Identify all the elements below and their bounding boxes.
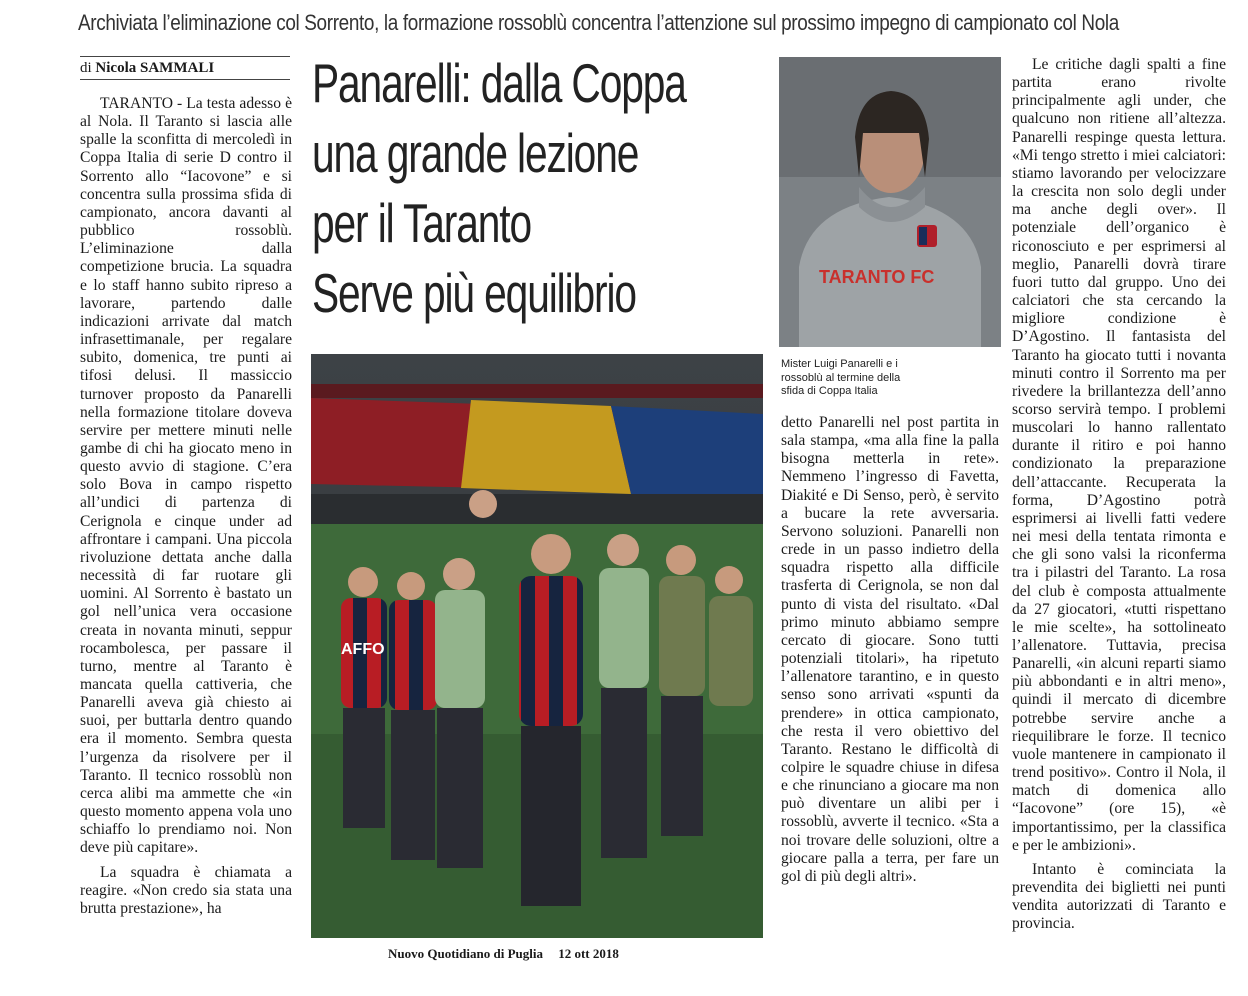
source-date: 12 ott 2018 bbox=[558, 946, 619, 961]
headline-line: per il Taranto bbox=[312, 192, 532, 254]
source-footer bbox=[388, 946, 748, 962]
article-column-2 bbox=[781, 414, 999, 944]
coach-photo bbox=[779, 57, 1001, 347]
column-paragraph: Intanto è cominciata la prevendita dei biglietti nei punti vendita autorizzati di Taranto e provincia. bbox=[1012, 860, 1226, 933]
column-paragraph: TARANTO - La testa adesso è al Nola. Il Taranto si lascia alle spalle la sconfitta di mercoledì in Coppa Italia di serie D contro il Sorrento allo “Iacovone” e si concentra sulla prossima sfida di campionato, ancora davanti al pubblico rossoblù. L’eliminazione dalla competizione brucia. La squadra e lo staff hanno subito ripreso a lavorare, partendo dalle indicazioni arrivate dal match infrasettimanale, per regalare subito, domenica, tre punti ai tifosi delusi. Il massiccio turnover proposto da Panarelli nella formazione titolare doveva servire per mettere minuti nelle gambe di chi ha giocato meno in questo avvio di stagione. C’era solo Bova in campo rispetto all’undici di partenza di Cerignola e cinque under ad affrontare i campani. Una piccola rivoluzione dettata anche dalla necessità di far ruotare gli uomini. Al Sorrento è bastato un gol nell’unica vera occasione creata in novanta minuti, seppur rocambolesca, per passare il turno, mentre al Taranto è mancata quella cattiveria, che Panarelli aveva già chiesto ai suoi, per buttarla dentro quando era il momento. Sembra questa l’urgenza da risolvere per il Taranto. Il tecnico rossoblù non cerca alibi ma ammette che «in questo momento appena vola uno schiaffo lo prendiamo noi. Non deve più capitare». bbox=[80, 95, 292, 857]
headline-line: Panarelli: dalla Coppa bbox=[312, 52, 686, 114]
team-photo bbox=[311, 354, 763, 938]
column-paragraph: Le critiche dagli spalti a fine partita erano rivolte principalmente agli under, che qualcuno non ritiene all’altezza. Panarelli respinge questa lettura. «Mi tengo stretto i miei calciatori: stiamo lavorando per velocizzare la crescita non solo degli under ma anche degli over». Il potenziale dell’organico è riconosciuto e per esprimersi al meglio, Panarelli dovrà tirare fuori tutto dal gruppo. Uno dei calciatori che sta cercando la migliore condizione è D’Agostino. Il fantasista del Taranto ha giocato tutti i novanta minuti contro il Sorrento ma per rivedere la brillantezza dell’anno scorso servirà tempo. I problemi muscolari lo hanno rallentato durante il ritiro e poi hanno condizionato la preparazione dell’attaccante. Recuperata la forma, D’Agostino potrà esprimersi ai livelli fatti vedere nei mesi della tentata rimonta e che gli sono valsi la riconferma tra i pilastri del Taranto. La rosa del club è composta attualmente da 27 giocatori, «tutti rispettano le mie scelte», ha sottolineato l’allenatore. Tuttavia, precisa Panarelli, «in alcuni reparti siamo più abbondanti e in altri meno», quindi il mercato di dicembre potrebbe servire anche a riequilibrare le forze. Il tecnico vuole mantenere in campionato il trend positivo». Contro il Nola, il match di domenica allo “Iacovone” (ore 15), «è importantissimo, per la classifica e per le ambizioni». bbox=[1012, 56, 1226, 854]
article-column-3 bbox=[1012, 56, 1226, 946]
main-headline bbox=[312, 48, 686, 328]
source-name: Nuovo Quotidiano di Puglia bbox=[388, 946, 543, 961]
photo-caption: Mister Luigi Panarelli e i rossoblù al termine della sfida di Coppa Italia bbox=[781, 358, 901, 397]
sponsor-text: AFFO bbox=[341, 641, 385, 658]
shirt-text: TARANTO FC bbox=[819, 267, 935, 287]
headline-line: una grande lezione bbox=[312, 122, 639, 184]
column-paragraph: La squadra è chiamata a reagire. «Non credo sia stata una brutta prestazione», ha bbox=[80, 863, 292, 917]
byline bbox=[80, 56, 290, 80]
coach-photo-illustration bbox=[779, 57, 1001, 347]
headline-line: Serve più equilibrio bbox=[312, 262, 636, 324]
byline-prefix: di bbox=[80, 60, 92, 76]
column-paragraph: detto Panarelli nel post partita in sala stampa, «ma alla fine la palla bisogna metterla in rete». Nemmeno l’ingresso di Favetta, Diakité e Di Senso, però, è servito a bucare la rete avversaria. Servono soluzioni. Panarelli non crede in un passo indietro della squadra rispetto alla difficile trasferta di Cerignola, se non dal punto di vista del risultato. «Dal primo minuto abbiamo sempre cercato di giocare. Sono tutti potenziali titolari», ha ripetuto l’allenatore tarantino, e in questo senso sono arrivati «spunti da prendere» in ottica campionato, che resta il vero obiettivo del Taranto. Restano le difficoltà di colpire le squadre chiuse in difesa e che rinunciano a giocare ma non può diventare un alibi per i rossoblù, avverte il tecnico. «Sta a noi trovare delle soluzioni, oltre a giocare palla a terra, per fare un gol di più degli altri». bbox=[781, 414, 999, 885]
byline-author: Nicola SAMMALI bbox=[95, 60, 215, 76]
kicker-headline: Archiviata l’eliminazione col Sorrento, la formazione rossoblù concentra l’attenzione sul prossimo impegno di campionato col Nola bbox=[78, 10, 1119, 35]
article-column-1 bbox=[80, 95, 292, 945]
team-photo-illustration bbox=[311, 354, 763, 938]
